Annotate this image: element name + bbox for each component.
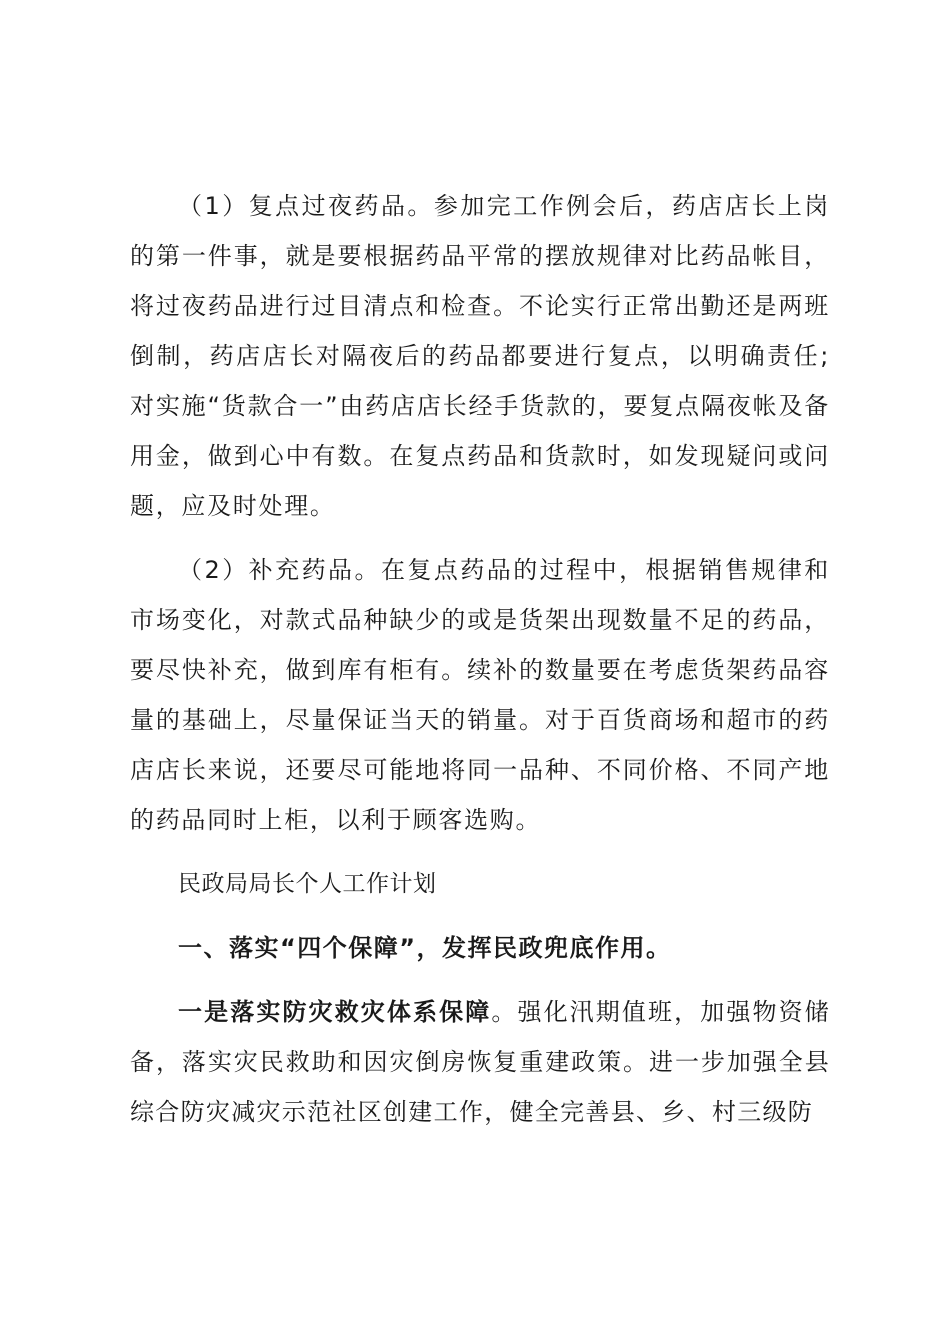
section-title: 民政局局长个人工作计划: [178, 871, 437, 897]
heading-four-guarantees: 一、落实“四个保障”，发挥民政兜底作用。: [178, 934, 672, 962]
paragraph-lead-bold: 一是落实防灾救灾体系保障: [178, 998, 492, 1026]
document-body: [130, 181, 830, 1151]
paragraph-replenish-medicine: （2）补充药品。在复点药品的过程中，根据销售规律和市场变化，对款式品种缺少的或是货架出现数量不足的药品，要尽快补充，做到库有柜有。续补的数量要在考虑货架药品容量的基础上，尽量保证当天的销量。对于百货商场和超市的药店店长来说，还要尽可能地将同一品种、不同价格、不同产地的药品同时上柜，以利于顾客选购。: [130, 556, 830, 834]
paragraph-body-text: 。强化汛期值班，加强物资储备，落实灾民救助和因灾倒房恢复重建政策。进一步加强全县综合防灾减灾示范社区创建工作，健全完善县、乡、村三级防: [130, 998, 830, 1126]
paragraph-recheck-overnight-medicine: （1）复点过夜药品。参加完工作例会后，药店店长上岗的第一件事，就是要根据药品平常的摆放规律对比药品帐目，将过夜药品进行过目清点和检查。不论实行正常出勤还是两班倒制，药店店长对隔夜后的药品都要进行复点，以明确责任;对实施“货款合一”由药店店长经手货款的，要复点隔夜帐及备用金，做到心中有数。在复点药品和货款时，如发现疑问或问题，应及时处理。: [130, 192, 830, 520]
paragraph-disaster-prevention: [130, 987, 830, 1137]
